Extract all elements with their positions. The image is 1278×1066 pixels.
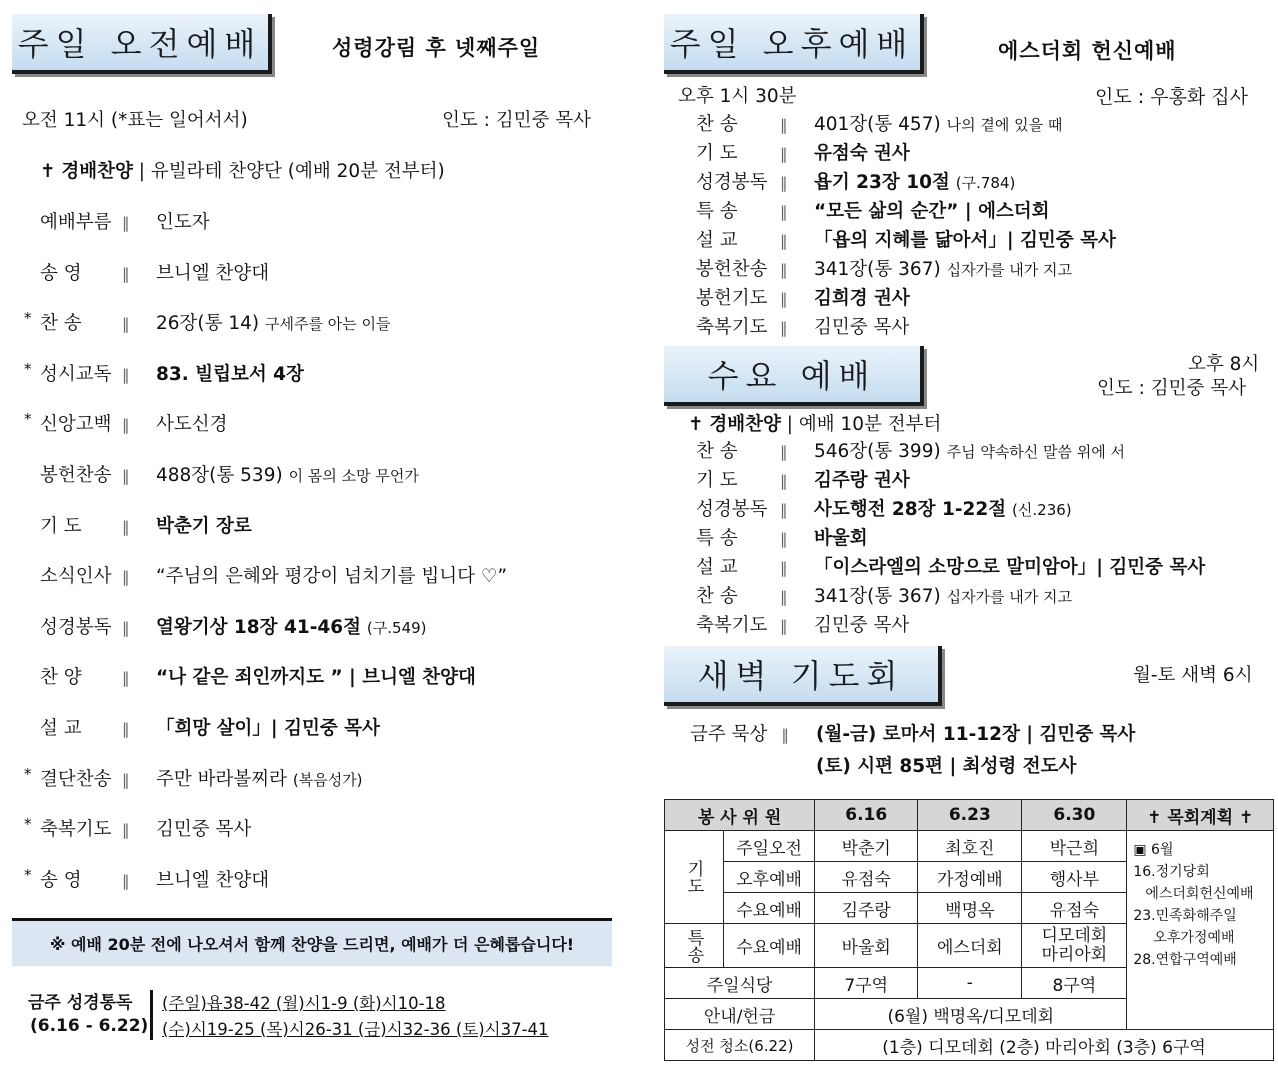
dawn-label: 금주 묵상 ‖ [690, 724, 789, 745]
item-label: 성경봉독 [40, 616, 112, 638]
divider: ‖ [780, 174, 788, 192]
row-label: 주일오전 [724, 831, 815, 862]
morning-order-item [40, 562, 507, 588]
item-value: 사도신경 [156, 414, 228, 436]
prelude-label: 경배찬양 [61, 161, 133, 182]
divider: | [780, 414, 799, 435]
item-value: 김주랑 권사 [814, 470, 910, 491]
row-label: 안내/헌금 [665, 999, 815, 1030]
item-label: 특 송 [696, 201, 738, 222]
item-value: 욥기 23장 10절 [814, 172, 950, 193]
morning-order-item [24, 410, 228, 436]
wednesday-time: 오후 8시 [1188, 354, 1260, 375]
wednesday-order-item [696, 524, 868, 550]
divider: ‖ [122, 214, 130, 232]
table-cell: 김주랑 [815, 893, 918, 924]
afternoon-leader: 인도 : 우홍화 집사 [1095, 86, 1248, 108]
divider: ‖ [122, 315, 130, 334]
afternoon-subtitle: 에스더회 헌신예배 [998, 39, 1177, 63]
divider: ‖ [122, 416, 130, 435]
stand-marker: * [24, 359, 32, 378]
item-label: 송 영 [40, 262, 82, 284]
reading-label: 금주 성경통독 [28, 993, 133, 1013]
cross-icon: ✝ [688, 414, 710, 435]
divider: ‖ [122, 821, 130, 840]
item-label: 찬 송 [696, 441, 738, 462]
row-label: 수요예배 [724, 924, 815, 968]
wednesday-order-item [696, 611, 909, 637]
table-cell: 유점숙 [815, 862, 918, 893]
afternoon-title: 주일 오후예배 [664, 14, 924, 74]
divider: ‖ [122, 618, 130, 637]
divider: ‖ [780, 232, 788, 250]
item-label: 송 영 [40, 869, 82, 891]
header-date-2: 6.23 [918, 800, 1022, 831]
stand-marker: * [24, 410, 32, 429]
table-cell: 8구역 [1022, 968, 1127, 999]
morning-time: 오전 11시 (*표는 일어서서) [22, 110, 248, 131]
item-extra: (신.236) [1012, 501, 1072, 519]
afternoon-order-item [696, 197, 1050, 223]
morning-order-item [24, 309, 391, 335]
divider: ‖ [780, 261, 788, 279]
item-extra: (구.784) [955, 174, 1016, 192]
item-value: “주님의 은혜와 평강이 넘치기를 빕니다 ♡” [156, 566, 508, 588]
plan-line: ▣ 6월 [1133, 842, 1174, 858]
item-extra: (구.549) [366, 618, 427, 637]
table-cell: 행사부 [1022, 862, 1127, 893]
wednesday-order-item [696, 582, 1072, 608]
divider: ‖ [122, 264, 130, 283]
item-label: 설 교 [696, 230, 738, 251]
wednesday-order-item [696, 553, 1205, 579]
morning-order-item [40, 613, 427, 639]
header-date-1: 6.16 [815, 800, 918, 831]
item-value: 「이스라엘의 소망으로 말미암아」| 김민중 목사 [814, 557, 1206, 578]
cross-icon: ✝ [40, 161, 62, 182]
morning-order-item [40, 714, 380, 740]
row-label: 성전 청소(6.22) [665, 1030, 815, 1061]
reading-dates: (6.16 - 6.22) [30, 1016, 149, 1036]
table-cell: 바울회 [815, 924, 918, 968]
divider: ‖ [122, 669, 130, 688]
plan-line: 16.정기당회 [1133, 864, 1210, 880]
item-label: 기 도 [696, 470, 738, 491]
item-value: 「욥의 지혜를 닮아서」| 김민중 목사 [814, 230, 1116, 251]
row-label: 주일식당 [665, 968, 815, 999]
item-label: 축복기도 [40, 819, 112, 841]
divider: ‖ [780, 617, 788, 635]
item-value: 브니엘 찬양대 [156, 262, 270, 284]
plan-line: 23.민족화해주일 [1133, 908, 1237, 924]
morning-order-item [24, 865, 270, 892]
row-label: 오후예배 [724, 862, 815, 893]
reading-line-2: (수)시19-25 (목)시26-31 (금)시32-36 (토)시37-41 [162, 1020, 549, 1039]
stand-marker: * [24, 764, 32, 783]
table-cell: 최호진 [918, 831, 1022, 862]
afternoon-order-item [696, 313, 909, 339]
wednesday-order-item [696, 466, 910, 492]
divider: ‖ [122, 517, 130, 536]
table-cell: 유점숙 [1022, 893, 1127, 924]
reading-divider [150, 990, 153, 1040]
item-value: 인도자 [156, 212, 210, 233]
morning-title: 주일 오전예배 [12, 14, 272, 74]
item-value: 바울회 [814, 528, 868, 549]
plan-line: 28.연합구역예배 [1133, 952, 1237, 968]
divider: ‖ [122, 770, 130, 789]
header-date-3: 6.30 [1022, 800, 1127, 831]
pastoral-plan [1127, 831, 1274, 1030]
item-value: 김민중 목사 [814, 317, 910, 338]
divider: ‖ [780, 145, 788, 163]
morning-order-item [40, 512, 252, 538]
prelude-value: 유빌라테 찬양단 (예배 20분 전부터) [150, 161, 445, 182]
item-extra: 구세주를 아는 이들 [265, 315, 391, 334]
table-cell: 에스더회 [918, 924, 1022, 968]
dawn-title: 새벽 기도회 [664, 646, 942, 706]
afternoon-order-item [696, 284, 910, 310]
item-extra: (복음성가) [292, 770, 363, 789]
item-extra: 주님 약속하신 말씀 위에 서 [946, 443, 1126, 461]
item-extra: 십자가를 내가 지고 [946, 588, 1073, 606]
item-value: 열왕기상 18장 41-46절 [156, 616, 362, 638]
item-label: 기 도 [40, 515, 82, 537]
divider: | [132, 161, 151, 182]
divider: ‖ [780, 443, 788, 461]
item-value: 341장(통 367) [814, 586, 941, 607]
item-label: 축복기도 [696, 615, 768, 636]
divider: ‖ [122, 568, 130, 587]
divider: ‖ [122, 871, 130, 890]
wednesday-prelude-value: 예배 10분 전부터 [798, 414, 942, 435]
table-cell: 박춘기 [815, 831, 918, 862]
table-cell: (1층) 디모데회 (2층) 마리아회 (3층) 6구역 [815, 1030, 1274, 1061]
divider: ‖ [780, 290, 788, 308]
header-plan: ✝ 목회계획 ✝ [1127, 800, 1274, 831]
item-value: 브니엘 찬양대 [156, 869, 270, 891]
item-label: 설 교 [40, 718, 82, 739]
item-label: 봉헌찬송 [696, 259, 768, 280]
table-cell: 박근희 [1022, 831, 1127, 862]
service-schedule-table [664, 799, 1274, 1061]
afternoon-order-item [696, 255, 1072, 281]
divider: ‖ [780, 559, 788, 577]
afternoon-order-item [696, 110, 1062, 136]
item-value: 주만 바라볼찌라 [156, 768, 287, 790]
divider: ‖ [780, 472, 788, 490]
divider: ‖ [122, 365, 130, 384]
table-cell: 백명옥 [918, 893, 1022, 924]
item-value: 401장(통 457) [814, 114, 941, 135]
header-volunteers: 봉 사 위 원 [665, 800, 815, 831]
item-label: 특 송 [696, 528, 738, 549]
item-value: 「희망 살이」| 김민중 목사 [156, 718, 380, 739]
wednesday-prelude [688, 410, 941, 436]
item-value: 김민중 목사 [156, 819, 252, 841]
divider: ‖ [122, 467, 130, 485]
stand-marker: * [24, 815, 32, 834]
plan-line: 오후가정예배 [1153, 930, 1235, 946]
morning-order-item [24, 359, 304, 386]
item-label: 성경봉독 [696, 172, 768, 193]
morning-subtitle: 성령강림 후 넷째주일 [332, 36, 541, 60]
morning-order-item [40, 259, 269, 285]
morning-order-item [24, 815, 252, 841]
morning-order-item [24, 764, 363, 791]
item-value: 사도행전 28장 1-22절 [814, 499, 1007, 520]
item-label: 찬 송 [40, 313, 82, 335]
stand-marker: * [24, 865, 32, 884]
item-label: 찬 송 [696, 114, 738, 135]
table-cell: 디모데회 마리아회 [1022, 924, 1127, 968]
divider: ‖ [780, 588, 788, 606]
item-value: 83. 빌립보서 4장 [156, 363, 304, 385]
item-value: 488장(통 539) [156, 465, 283, 486]
morning-order-item [40, 461, 419, 487]
item-value: “나 같은 죄인까지도 ” | 브니엘 찬양대 [156, 667, 476, 689]
item-label: 축복기도 [696, 317, 768, 338]
divider: ‖ [780, 530, 788, 548]
afternoon-order-item [696, 168, 1015, 194]
divider: ‖ [780, 203, 788, 221]
group-special-song: 특송 [665, 924, 724, 968]
dawn-time: 월-토 새벽 6시 [1133, 665, 1253, 686]
item-label: 찬 송 [696, 586, 738, 607]
wednesday-prelude-label: 경배찬양 [709, 414, 781, 435]
dawn-line-2: (토) 시편 85편 | 최성령 전도사 [816, 756, 1077, 777]
reading-line-1: (주일)욥38-42 (월)시1-9 (화)시10-18 [162, 994, 446, 1013]
divider: ‖ [780, 116, 788, 134]
morning-order-item [40, 208, 210, 234]
notice-banner: ※ 예배 20분 전에 나오셔서 함께 찬양을 드리면, 예배가 더 은혜롭습니다! [12, 918, 612, 966]
item-label: 기 도 [696, 143, 738, 164]
table-cell: (6월) 백명옥/디모데회 [815, 999, 1127, 1030]
plan-line: 에스더회헌신예배 [1145, 886, 1254, 902]
item-value: 26장(통 14) [156, 313, 260, 335]
item-label: 신앙고백 [40, 414, 112, 436]
divider: ‖ [780, 319, 788, 337]
item-label: 봉헌기도 [696, 288, 768, 309]
table-cell: 가정예배 [918, 862, 1022, 893]
wednesday-leader: 인도 : 김민중 목사 [1097, 378, 1246, 399]
wednesday-order-item [696, 437, 1125, 463]
item-extra: 십자가를 내가 지고 [946, 261, 1073, 279]
item-label: 결단찬송 [40, 768, 112, 790]
divider: ‖ [122, 720, 130, 738]
table-cell: - [918, 968, 1022, 999]
wednesday-title: 수요 예배 [664, 346, 924, 406]
table-cell: 7구역 [815, 968, 918, 999]
afternoon-order-item [696, 139, 910, 165]
item-value: 546장(통 399) [814, 441, 941, 462]
item-value: 341장(통 367) [814, 259, 941, 280]
item-label: 성시교독 [40, 363, 112, 385]
stand-marker: * [24, 309, 32, 328]
item-label: 찬 양 [40, 667, 82, 689]
group-prayer: 기도 [665, 831, 724, 924]
afternoon-time: 오후 1시 30분 [678, 86, 797, 107]
item-value: 김희경 권사 [814, 288, 910, 309]
item-label: 봉헌찬송 [40, 465, 112, 486]
afternoon-order-item [696, 226, 1116, 252]
item-value: “모든 삶의 순간” | 에스더회 [814, 201, 1050, 222]
row-label: 수요예배 [724, 893, 815, 924]
item-value: 박춘기 장로 [156, 515, 252, 537]
dawn-label-text: 금주 묵상 [690, 724, 768, 745]
wednesday-order-item [696, 495, 1072, 521]
item-extra: 이 몸의 소망 무언가 [288, 467, 419, 485]
item-value: 김민중 목사 [814, 615, 910, 636]
item-extra: 나의 곁에 있을 때 [946, 116, 1063, 134]
morning-prelude [40, 157, 445, 183]
item-label: 성경봉독 [696, 499, 768, 520]
divider: ‖ [780, 501, 788, 519]
morning-leader: 인도 : 김민중 목사 [442, 110, 591, 131]
dawn-line-1: (월-금) 로마서 11-12장 | 김민중 목사 [816, 724, 1136, 745]
item-value: 유점숙 권사 [814, 143, 910, 164]
item-label: 소식인사 [40, 566, 112, 588]
item-label: 예배부름 [40, 212, 112, 233]
item-label: 설 교 [696, 557, 738, 578]
morning-order-item [40, 663, 476, 689]
